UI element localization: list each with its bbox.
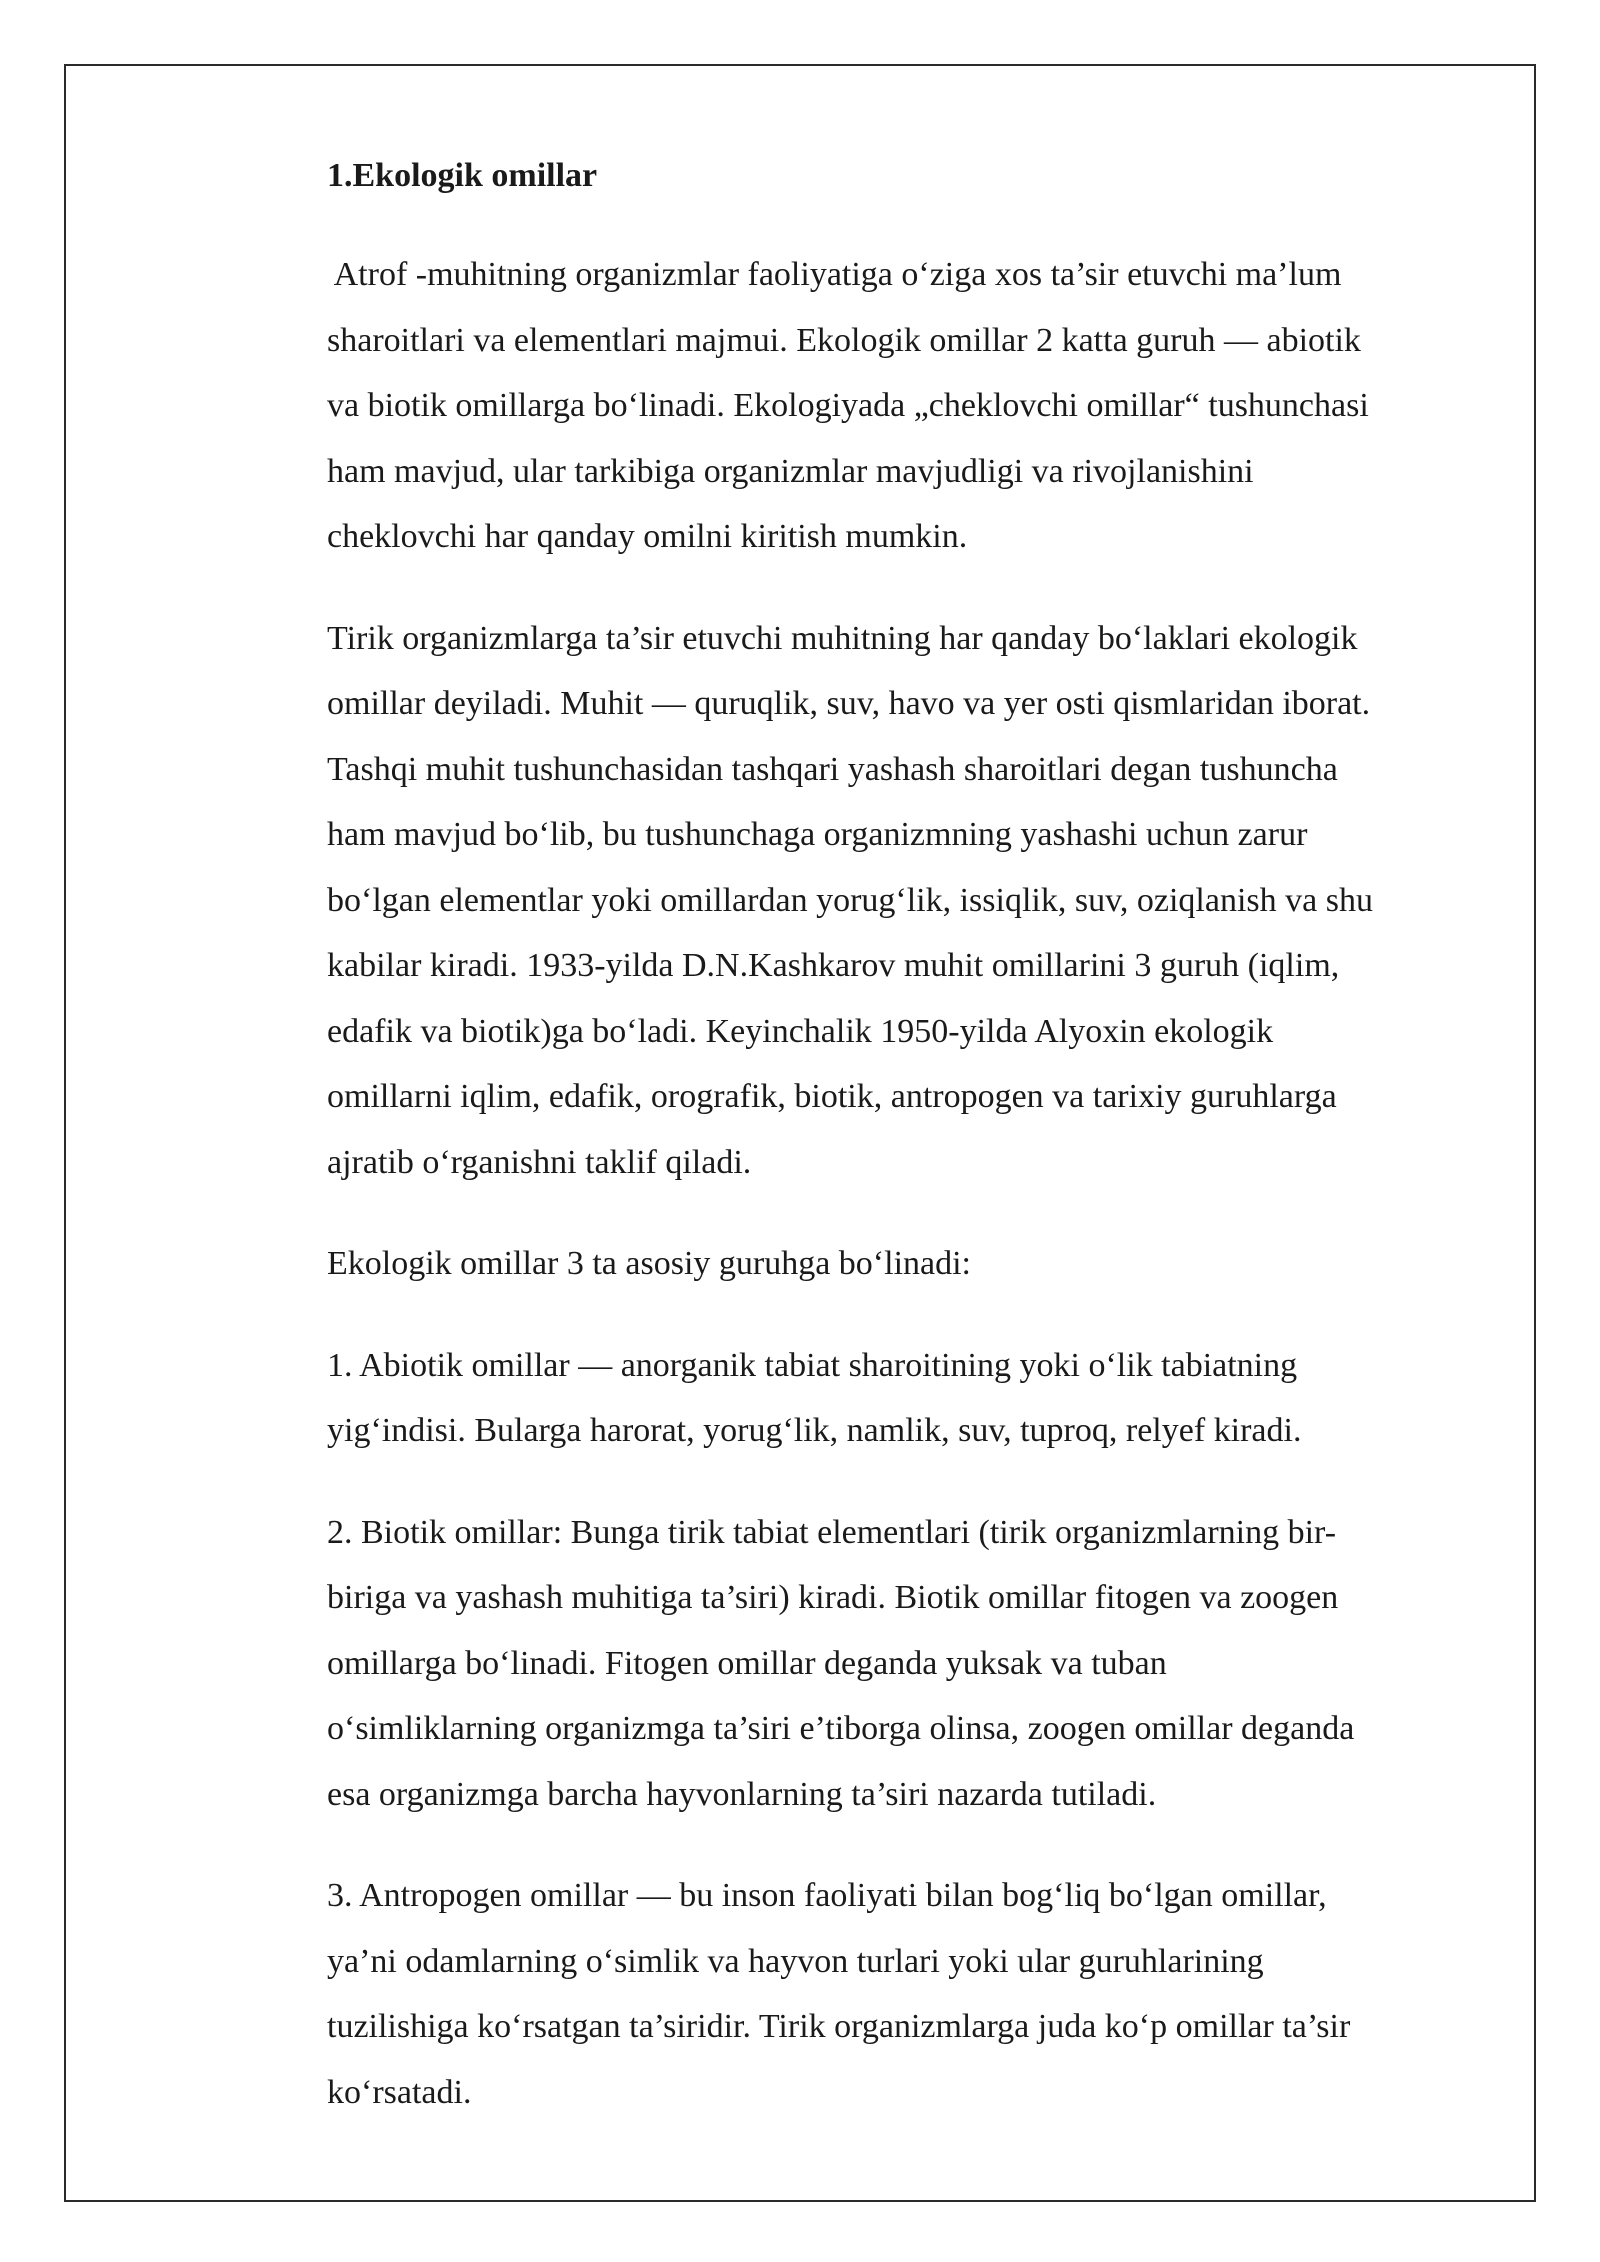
paragraph-biotic bbox=[327, 1500, 1497, 1828]
paragraph-abiotic bbox=[327, 1333, 1497, 1464]
paragraph-anthropogenic bbox=[327, 1863, 1497, 2125]
text-line: cheklovchi har qanday omilni kiritish mumkin. bbox=[327, 518, 968, 555]
text-line: edafik va biotik)ga bo‘ladi. Keyinchalik 1950-yilda Alyoxin ekologik bbox=[327, 1012, 1274, 1050]
text-line: Atrof -muhitning organizmlar faoliyatiga o‘ziga xos ta’sir etuvchi ma’lum bbox=[327, 256, 1342, 293]
text-line: omillar deyiladi. Muhit — quruqlik, suv, havo va yer osti qismlaridan iborat. bbox=[327, 685, 1371, 722]
text-line: ko‘rsatadi. bbox=[327, 2073, 472, 2111]
text-line: yig‘indisi. Bularga harorat, yorug‘lik, namlik, suv, tuproq, relyef kiradi. bbox=[327, 1412, 1302, 1449]
text-line: bo‘lgan elementlar yoki omillardan yorug‘lik, issiqlik, suv, oziqlanish va shu bbox=[327, 881, 1373, 919]
text-line: biriga va yashash muhitiga ta’siri) kiradi. Biotik omillar fitogen va zoogen bbox=[327, 1579, 1339, 1616]
paragraph-environment bbox=[327, 606, 1497, 1196]
text-line: omillarni iqlim, edafik, orografik, biotik, antropogen va tarixiy guruhlarga bbox=[327, 1078, 1337, 1115]
text-line: ya’ni odamlarning o‘simlik va hayvon turlari yoki ular guruhlarining bbox=[327, 1942, 1264, 1980]
text-line: va biotik omillarga bo‘linadi. Ekologiyada „cheklovchi omillar“ tushunchasi bbox=[327, 387, 1369, 424]
text-line: 3. Antropogen omillar — bu inson faoliyati bilan bog‘liq bo‘lgan omillar, bbox=[327, 1877, 1327, 1914]
paragraph-groups-intro bbox=[327, 1231, 1497, 1297]
text-line: Tashqi muhit tushunchasidan tashqari yashash sharoitlari degan tushuncha bbox=[327, 750, 1338, 788]
paragraph-definition bbox=[327, 242, 1497, 570]
section-heading: 1.Ekologik omillar bbox=[327, 157, 598, 194]
text-line: tuzilishiga ko‘rsatgan ta’siridir. Tirik organizmlarga juda ko‘p omillar ta’sir bbox=[327, 2008, 1351, 2045]
text-line: kabilar kiradi. 1933-yilda D.N.Kashkarov muhit omillarini 3 guruh (iqlim, bbox=[327, 947, 1340, 984]
text-line: 2. Biotik omillar: Bunga tirik tabiat elementlari (tirik organizmlarning bir- bbox=[327, 1513, 1337, 1551]
text-line: esa organizmga barcha hayvonlarning ta’siri nazarda tutiladi. bbox=[327, 1775, 1157, 1813]
text-line: omillarga bo‘linadi. Fitogen omillar deganda yuksak va tuban bbox=[327, 1644, 1167, 1682]
text-line: ajratib o‘rganishni taklif qiladi. bbox=[327, 1143, 752, 1181]
text-line: ham mavjud, ular tarkibiga organizmlar mavjudligi va rivojlanishini bbox=[327, 452, 1254, 490]
text-line: sharoitlari va elementlari majmui. Ekologik omillar 2 katta guruh — abiotik bbox=[327, 321, 1361, 359]
text-line: Tirik organizmlarga ta’sir etuvchi muhitning har qanday bo‘laklari ekologik bbox=[327, 619, 1358, 657]
text-line: Ekologik omillar 3 ta asosiy guruhga bo‘linadi: bbox=[327, 1245, 972, 1282]
document-body bbox=[327, 146, 1497, 2161]
text-line: ham mavjud bo‘lib, bu tushunchaga organizmning yashashi uchun zarur bbox=[327, 816, 1308, 853]
text-line: o‘simliklarning organizmga ta’siri e’tiborga olinsa, zoogen omillar deganda bbox=[327, 1710, 1355, 1747]
text-line: 1. Abiotik omillar — anorganik tabiat sharoitining yoki o‘lik tabiatning bbox=[327, 1346, 1298, 1384]
